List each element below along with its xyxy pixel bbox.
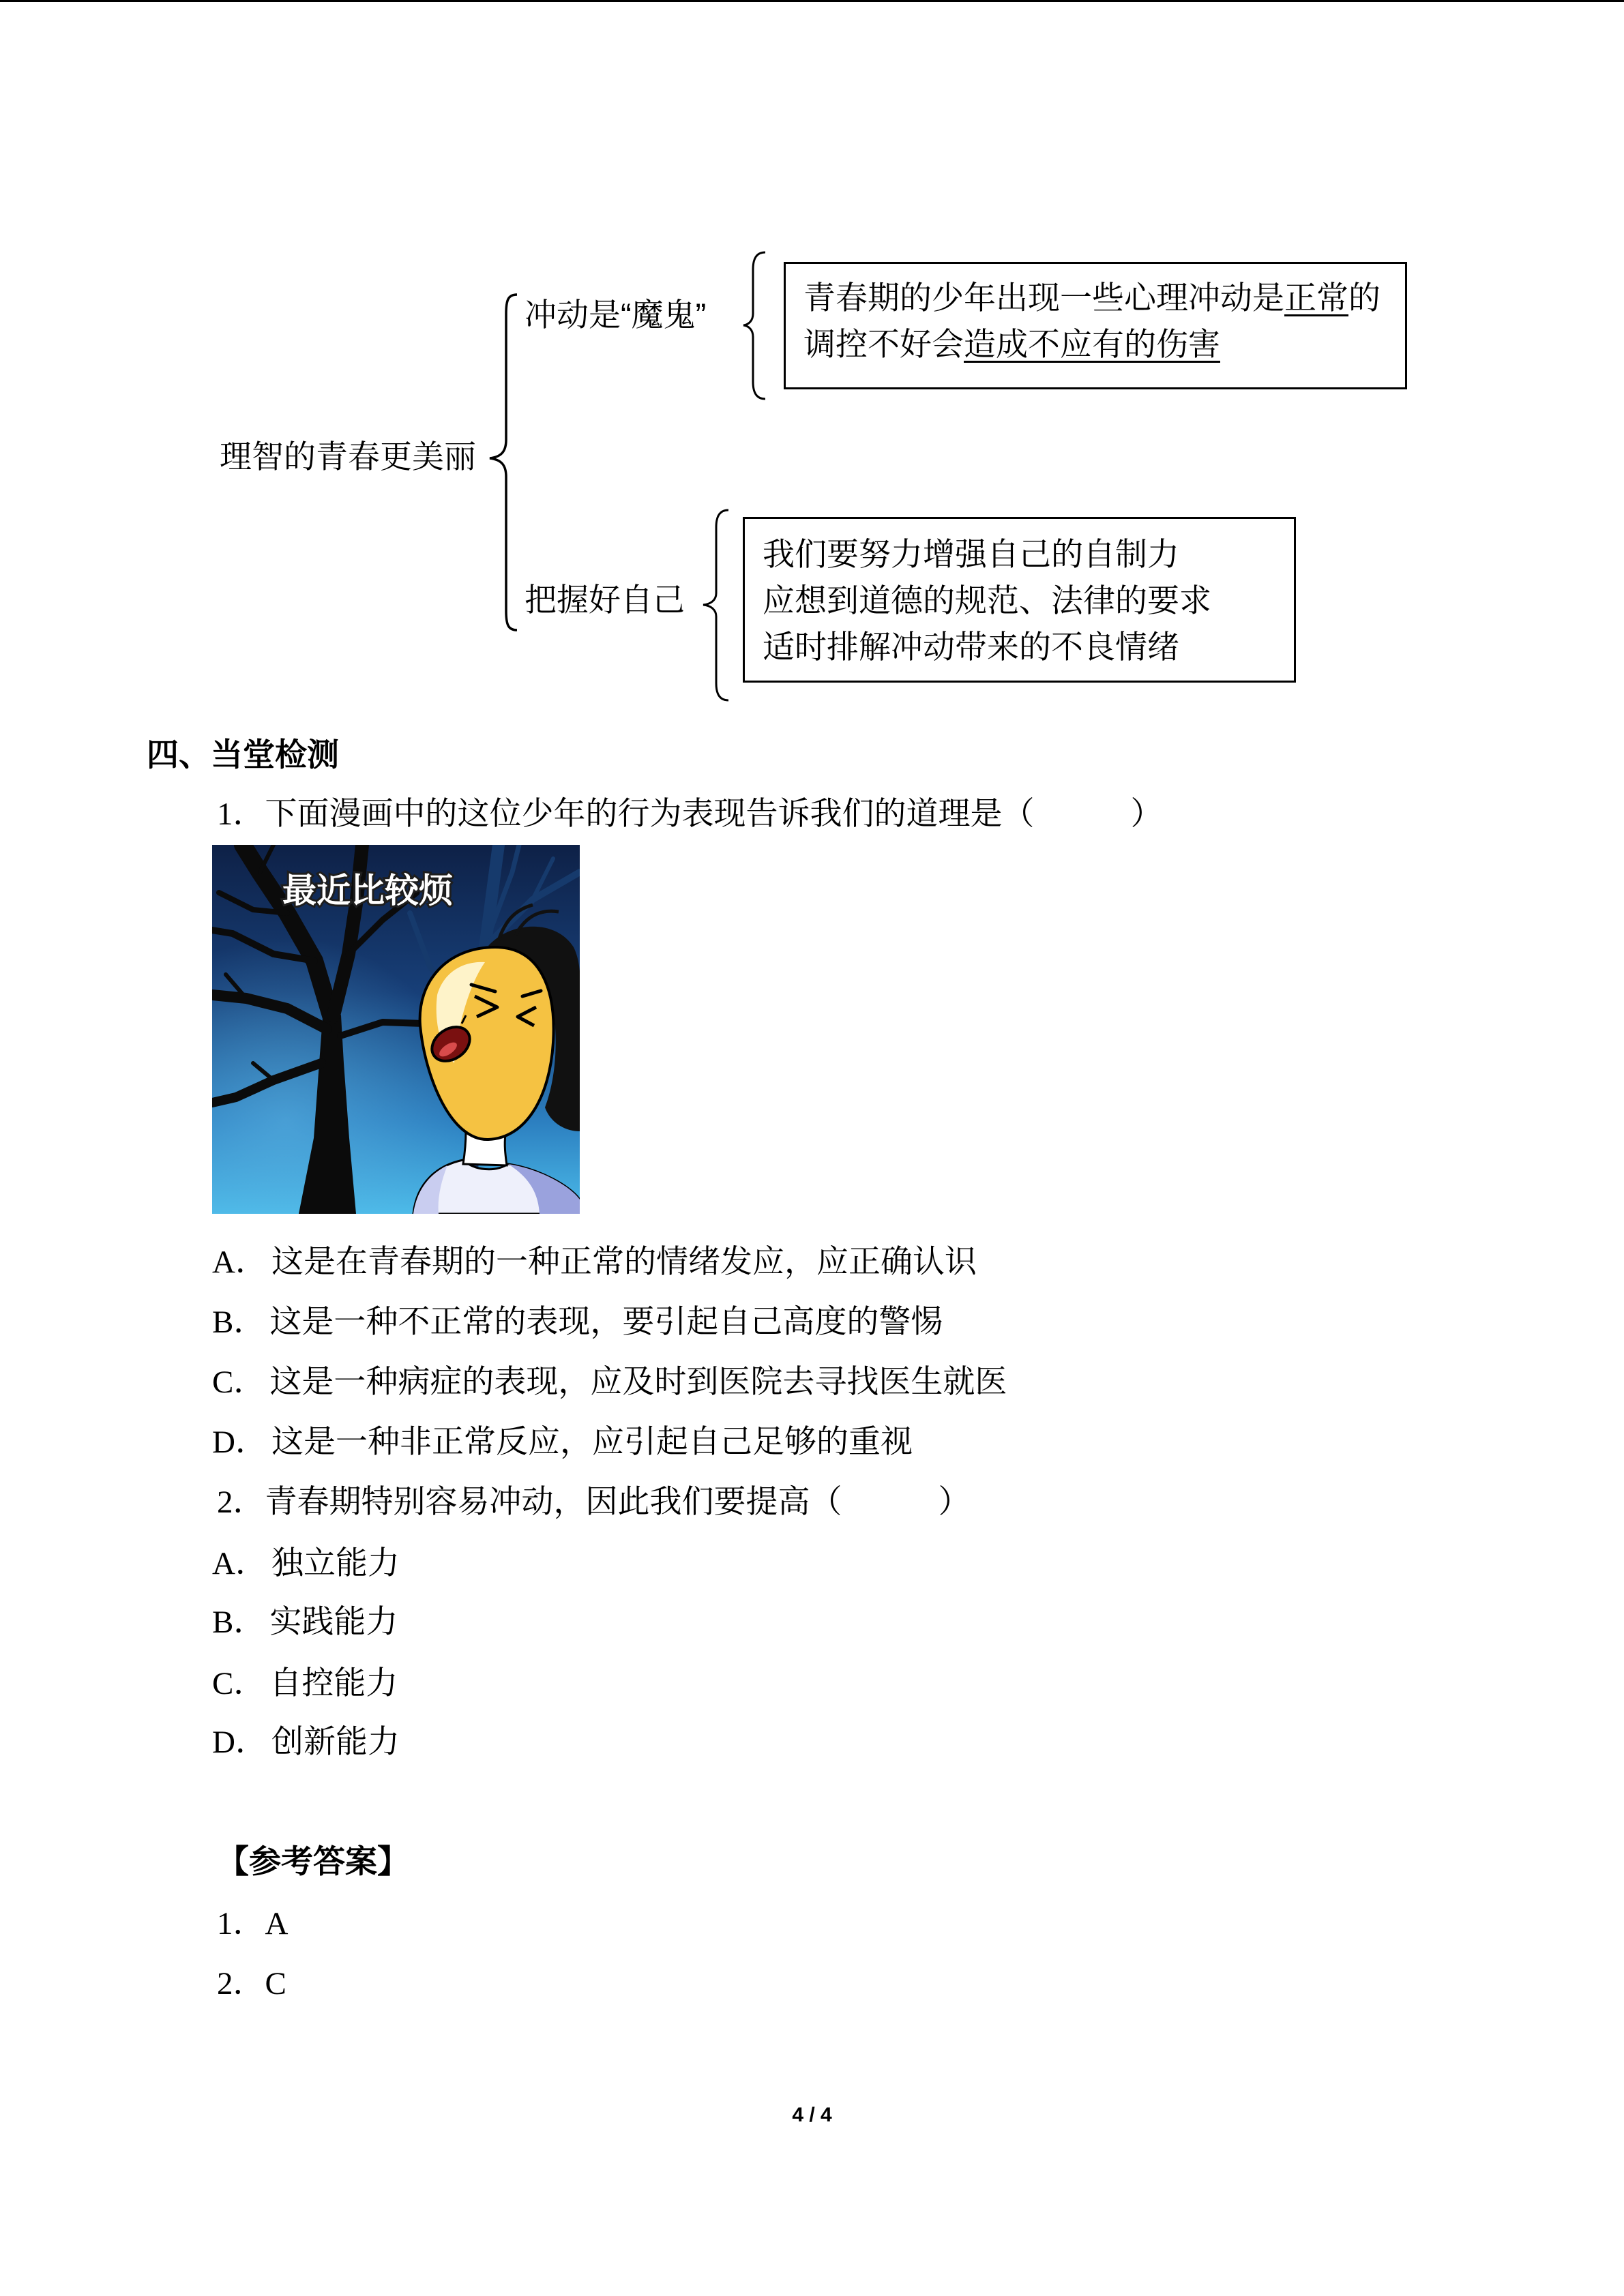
option-text: 这是一种病症的表现，应及时到医院去寻找医生就医 bbox=[269, 1365, 1007, 1400]
section-heading: 四、当堂检测 bbox=[147, 738, 339, 773]
answer-value: C bbox=[265, 1966, 286, 2001]
option-text: 实践能力 bbox=[269, 1605, 398, 1640]
answer-number: 1． bbox=[217, 1906, 265, 1941]
option-text: 独立能力 bbox=[271, 1546, 400, 1581]
box-2-line-1: 我们要努力增强自己的自制力 bbox=[763, 536, 1179, 572]
q2-option-a bbox=[212, 1543, 400, 1584]
question-text: 青春期特别容易冲动，因此我们要提高（ ） bbox=[265, 1485, 971, 1520]
q1-option-a bbox=[212, 1242, 977, 1283]
answer-number: 2． bbox=[217, 1966, 265, 2001]
box-1-line-2 bbox=[803, 321, 1405, 368]
answer-value: A bbox=[265, 1906, 289, 1941]
box-text: 的 bbox=[1348, 280, 1381, 316]
box-2-line-3: 适时排解冲动带来的不良情绪 bbox=[763, 629, 1179, 665]
underlined-text: 造成不应有的伤害 bbox=[964, 326, 1220, 362]
q2-option-d bbox=[212, 1722, 400, 1763]
page-top-border bbox=[0, 0, 1624, 2]
answer-item-2 bbox=[217, 1963, 286, 2004]
option-text: 这是一种非正常反应，应引起自己足够的重视 bbox=[271, 1425, 913, 1460]
box-2-line-2: 应想到道德的规范、法律的要求 bbox=[763, 582, 1211, 618]
diagram-branch-2-label: 把握好自己 bbox=[525, 582, 685, 618]
question-2 bbox=[217, 1482, 971, 1523]
option-label: C． bbox=[212, 1666, 266, 1701]
option-text: 创新能力 bbox=[271, 1725, 400, 1760]
option-label: A． bbox=[212, 1546, 267, 1581]
option-label: B． bbox=[212, 1605, 266, 1640]
question-number: 1． bbox=[217, 796, 265, 832]
option-label: B． bbox=[212, 1304, 266, 1340]
q1-option-b bbox=[212, 1302, 943, 1343]
option-label: A． bbox=[212, 1244, 267, 1280]
diagram-branch-1-label: 冲动是“魔鬼” bbox=[525, 297, 707, 333]
diagram-root-label: 理智的青春更美丽 bbox=[220, 438, 476, 475]
comic-illustration bbox=[212, 845, 580, 1214]
comic-caption: 最近比较烦 bbox=[282, 871, 453, 910]
q2-option-c bbox=[212, 1663, 398, 1704]
branch-2-brace bbox=[703, 510, 728, 700]
answer-item-1 bbox=[217, 1903, 288, 1944]
box-1-line-1 bbox=[803, 275, 1405, 321]
page-number: 4 / 4 bbox=[792, 2104, 832, 2126]
box-text: 青春期的少年出现一些心理冲动是 bbox=[803, 280, 1284, 316]
question-text: 下面漫画中的这位少年的行为表现告诉我们的道理是（ ） bbox=[265, 796, 1163, 832]
diagram-box-1 bbox=[784, 262, 1407, 389]
box-text: 调控不好会 bbox=[803, 326, 964, 362]
question-number: 2． bbox=[217, 1485, 265, 1520]
option-label: C． bbox=[212, 1365, 266, 1400]
q1-option-d bbox=[212, 1422, 913, 1463]
branch-1-brace bbox=[743, 252, 765, 399]
q2-option-b bbox=[212, 1602, 398, 1643]
underlined-text: 正常 bbox=[1284, 280, 1348, 316]
diagram-box-2 bbox=[743, 517, 1296, 683]
root-brace bbox=[490, 295, 517, 630]
q1-option-c bbox=[212, 1362, 1007, 1403]
option-text: 自控能力 bbox=[269, 1666, 398, 1701]
answers-heading: 【参考答案】 bbox=[217, 1845, 409, 1880]
option-label: D． bbox=[212, 1425, 267, 1460]
option-text: 这是在青春期的一种正常的情绪发应，应正确认识 bbox=[271, 1244, 977, 1280]
option-text: 这是一种不正常的表现，要引起自己高度的警惕 bbox=[269, 1304, 943, 1340]
question-1 bbox=[217, 794, 1163, 835]
option-label: D． bbox=[212, 1725, 267, 1760]
